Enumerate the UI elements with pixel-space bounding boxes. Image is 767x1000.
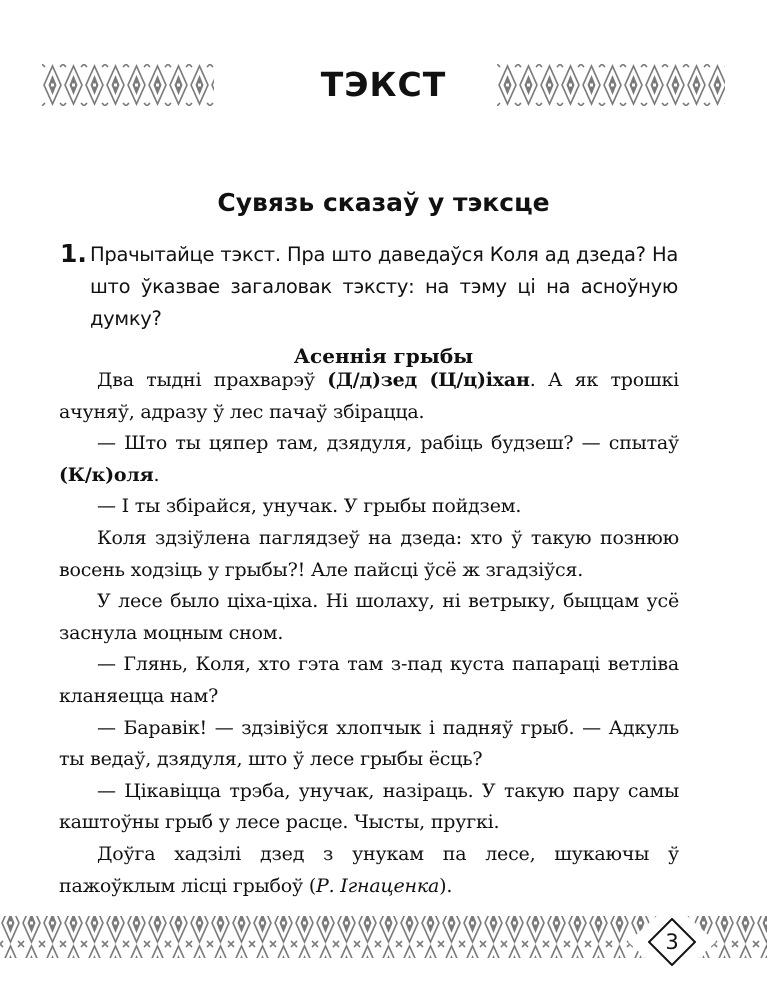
story-paragraph: — Цікавіцца трэба, унучак, назіраць. У такую пару самы каштоўны грыб у лесе расце. Чысты, пругкі. bbox=[59, 779, 679, 834]
story-paragraph: Два тыдні прахварэў (Д/д)зед (Ц/ц)іхан. А як трошкі ачуняў, адразу ў лес пачаў збірацца. bbox=[59, 369, 679, 423]
story-paragraph: Коля здзіўлена паглядзеў на дзеда: хто ў такую познюю восень ходзіць у грыбы?! Але пайсці ўсё ж згадзіўся. bbox=[59, 526, 679, 581]
task-blank-kolya: (К/к)оля bbox=[59, 463, 154, 486]
page-number: 3 bbox=[665, 930, 679, 954]
story-text bbox=[59, 365, 679, 902]
task-text: Прачытайце тэкст. Пра што даведаўся Коля ад дзеда? На што ўказвае загаловак тэксту: на тэму ці на асноўную думку? bbox=[90, 243, 678, 330]
task-blank-ded: (Д/д)зед bbox=[327, 369, 418, 391]
story-paragraph: — І ты збірайся, унучак. У грыбы пойдзем. bbox=[97, 495, 522, 518]
chapter-title: ТЭКСТ bbox=[320, 65, 447, 104]
story-paragraph: — Што ты цяпер там, дзядуля, рабіць будзеш? — спытаў (К/к)оля. bbox=[59, 432, 679, 486]
story-title: Асеннія грыбы bbox=[293, 344, 474, 368]
task-number: 1. bbox=[60, 239, 87, 268]
task-block bbox=[60, 239, 680, 335]
story-paragraph: — Глянь, Коля, хто гэта там з-пад куста папараці ветліва кланяецца нам? bbox=[59, 653, 679, 707]
story-author: Р. Ігнаценка bbox=[316, 874, 440, 897]
story-paragraph: У лесе было ціха-ціха. Ні шолаху, ні ветрыку, быццам усё заснула моцным сном. bbox=[59, 590, 679, 644]
story-paragraph: — Баравік! — здзівіўся хлопчык і падняў грыб. — Адкуль ты ведаў, дзядуля, што ў лесе грыбы ёсць? bbox=[59, 716, 679, 771]
story-paragraph: Доўга хадзілі дзед з унукам па лесе, шукаючы ў пажоўклым лісці грыбоў (Р. Ігнаценка). bbox=[59, 842, 679, 897]
task-blank-tsikhan: (Ц/ц)іхан bbox=[429, 369, 530, 391]
section-title: Сувязь сказаў у тэксце bbox=[217, 188, 550, 217]
